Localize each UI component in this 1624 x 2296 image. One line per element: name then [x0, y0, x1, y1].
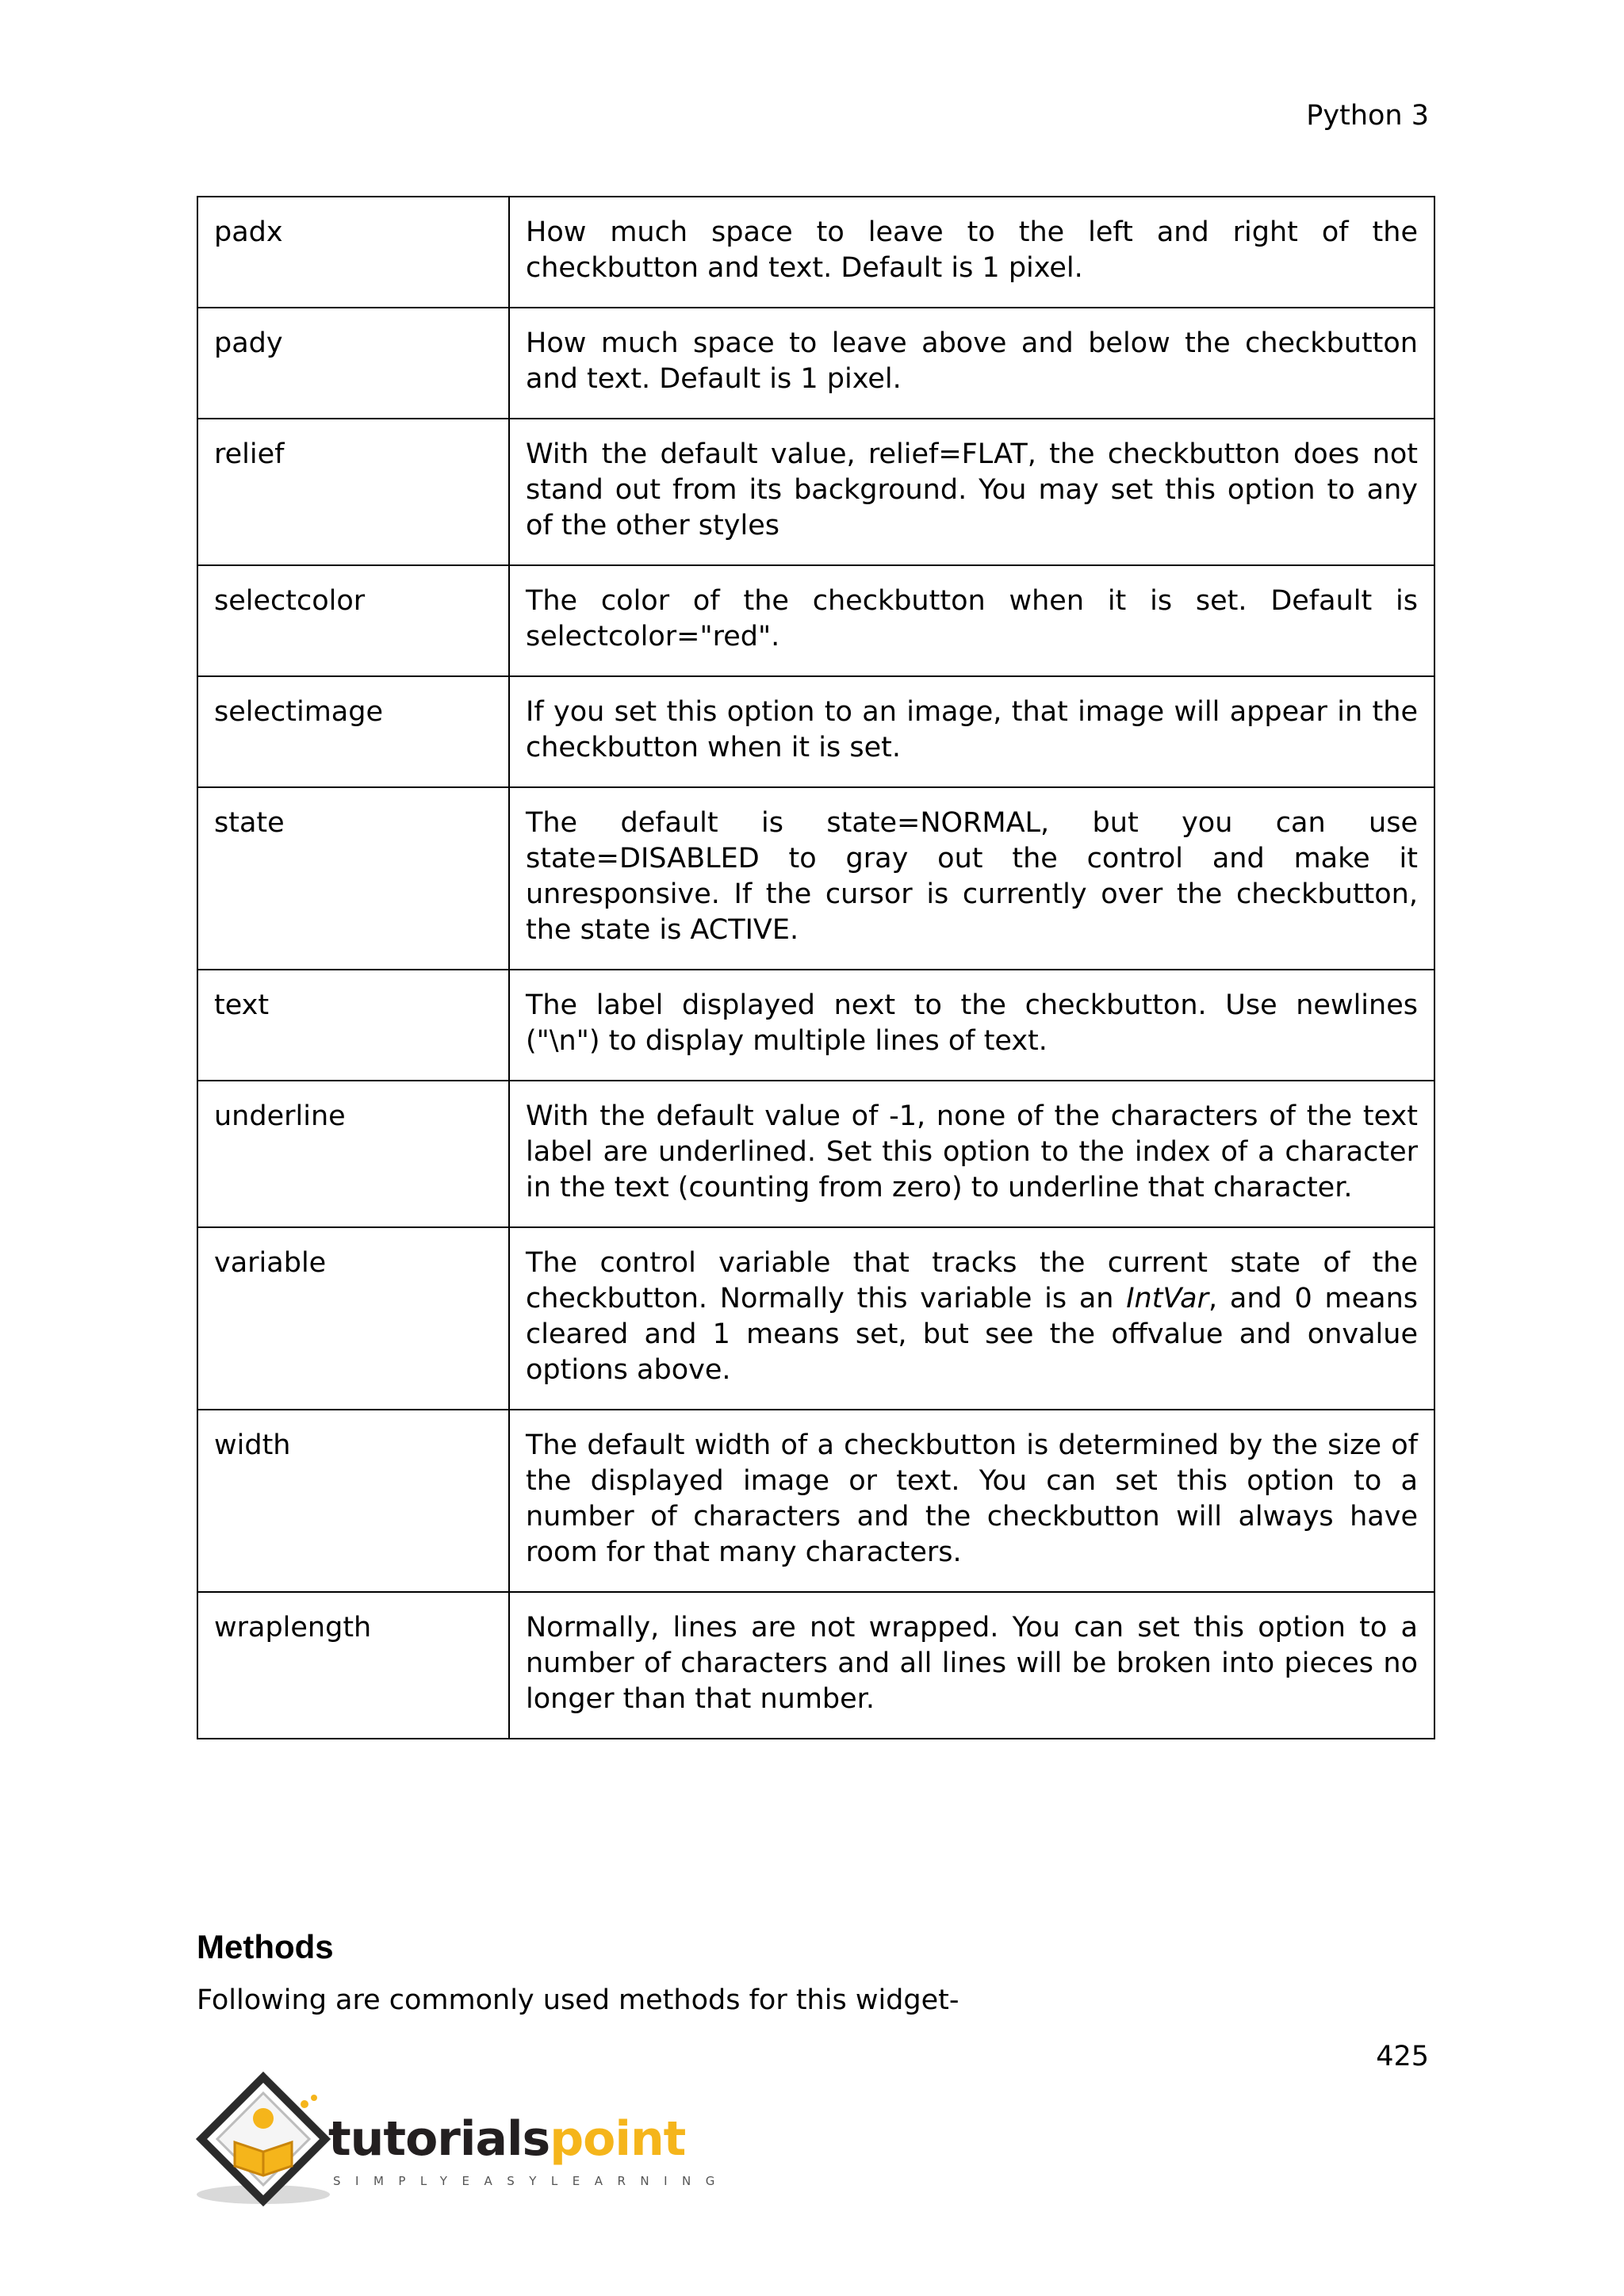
option-description: How much space to leave above and below the checkbutton and text. Default is 1 pixel.	[509, 308, 1434, 419]
option-name: state	[197, 787, 509, 970]
option-description: The color of the checkbutton when it is set. Default is selectcolor="red".	[509, 565, 1434, 676]
table-row	[197, 970, 1434, 1081]
option-name: padx	[197, 197, 509, 308]
table-row	[197, 419, 1434, 565]
table-row	[197, 1081, 1434, 1227]
table-row	[197, 787, 1434, 970]
option-name: wraplength	[197, 1592, 509, 1739]
option-description: The default width of a checkbutton is determined by the size of the displayed image or text. You can set this option to a number of characters and the checkbutton will always have room for that many characters.	[509, 1410, 1434, 1592]
option-name: text	[197, 970, 509, 1081]
running-header: Python 3	[1306, 100, 1429, 132]
option-name: selectcolor	[197, 565, 509, 676]
options-table	[197, 196, 1435, 1739]
intvar-term: IntVar	[1126, 1283, 1209, 1314]
option-name: selectimage	[197, 676, 509, 787]
description-text: The control variable that tracks the current state of the checkbutton. Normally this variable is an	[526, 1247, 1418, 1314]
table-row	[197, 197, 1434, 308]
table-row	[197, 1227, 1434, 1410]
option-name: width	[197, 1410, 509, 1592]
option-description: How much space to leave to the left and right of the checkbutton and text. Default is 1 pixel.	[509, 197, 1434, 308]
logo-tagline: SIMPLYEASYLEARNING	[333, 2174, 730, 2188]
tutorialspoint-logo	[193, 2069, 730, 2212]
option-name: underline	[197, 1081, 509, 1227]
logo-dot	[311, 2095, 317, 2101]
option-description: With the default value, relief=FLAT, the checkbutton does not stand out from its background. You may set this option to any of the other styles	[509, 419, 1434, 565]
table-row	[197, 676, 1434, 787]
table-row	[197, 1410, 1434, 1592]
table-row	[197, 308, 1434, 419]
intro-paragraph: Following are commonly used methods for this widget-	[197, 1984, 959, 2016]
table-row	[197, 565, 1434, 676]
section-heading: Methods	[197, 1928, 334, 1965]
logo-dot	[301, 2100, 308, 2108]
option-description: Normally, lines are not wrapped. You can set this option to a number of characters and all lines will be broken into pieces no longer than that number.	[509, 1592, 1434, 1739]
option-description: The label displayed next to the checkbutton. Use newlines ("\n") to display multiple lines of text.	[509, 970, 1434, 1081]
option-description	[509, 1227, 1434, 1410]
table-row	[197, 1592, 1434, 1739]
page-number: 425	[1376, 2041, 1429, 2072]
option-name: variable	[197, 1227, 509, 1410]
logo-wordmark: tutorialspoint	[328, 2111, 686, 2167]
option-name: relief	[197, 419, 509, 565]
option-name: pady	[197, 308, 509, 419]
option-description: With the default value of -1, none of the characters of the text label are underlined. Set this option to the index of a character in the text (counting from zero) to underline that character.	[509, 1081, 1434, 1227]
logo-figure-head	[253, 2108, 274, 2129]
option-description: The default is state=NORMAL, but you can use state=DISABLED to gray out the control and make it unresponsive. If the cursor is currently over the checkbutton, the state is ACTIVE.	[509, 787, 1434, 970]
description-text: , and 0 means cleared and 1 means set, but see the offvalue and onvalue options above.	[526, 1283, 1418, 1386]
option-description: If you set this option to an image, that image will appear in the checkbutton when it is set.	[509, 676, 1434, 787]
